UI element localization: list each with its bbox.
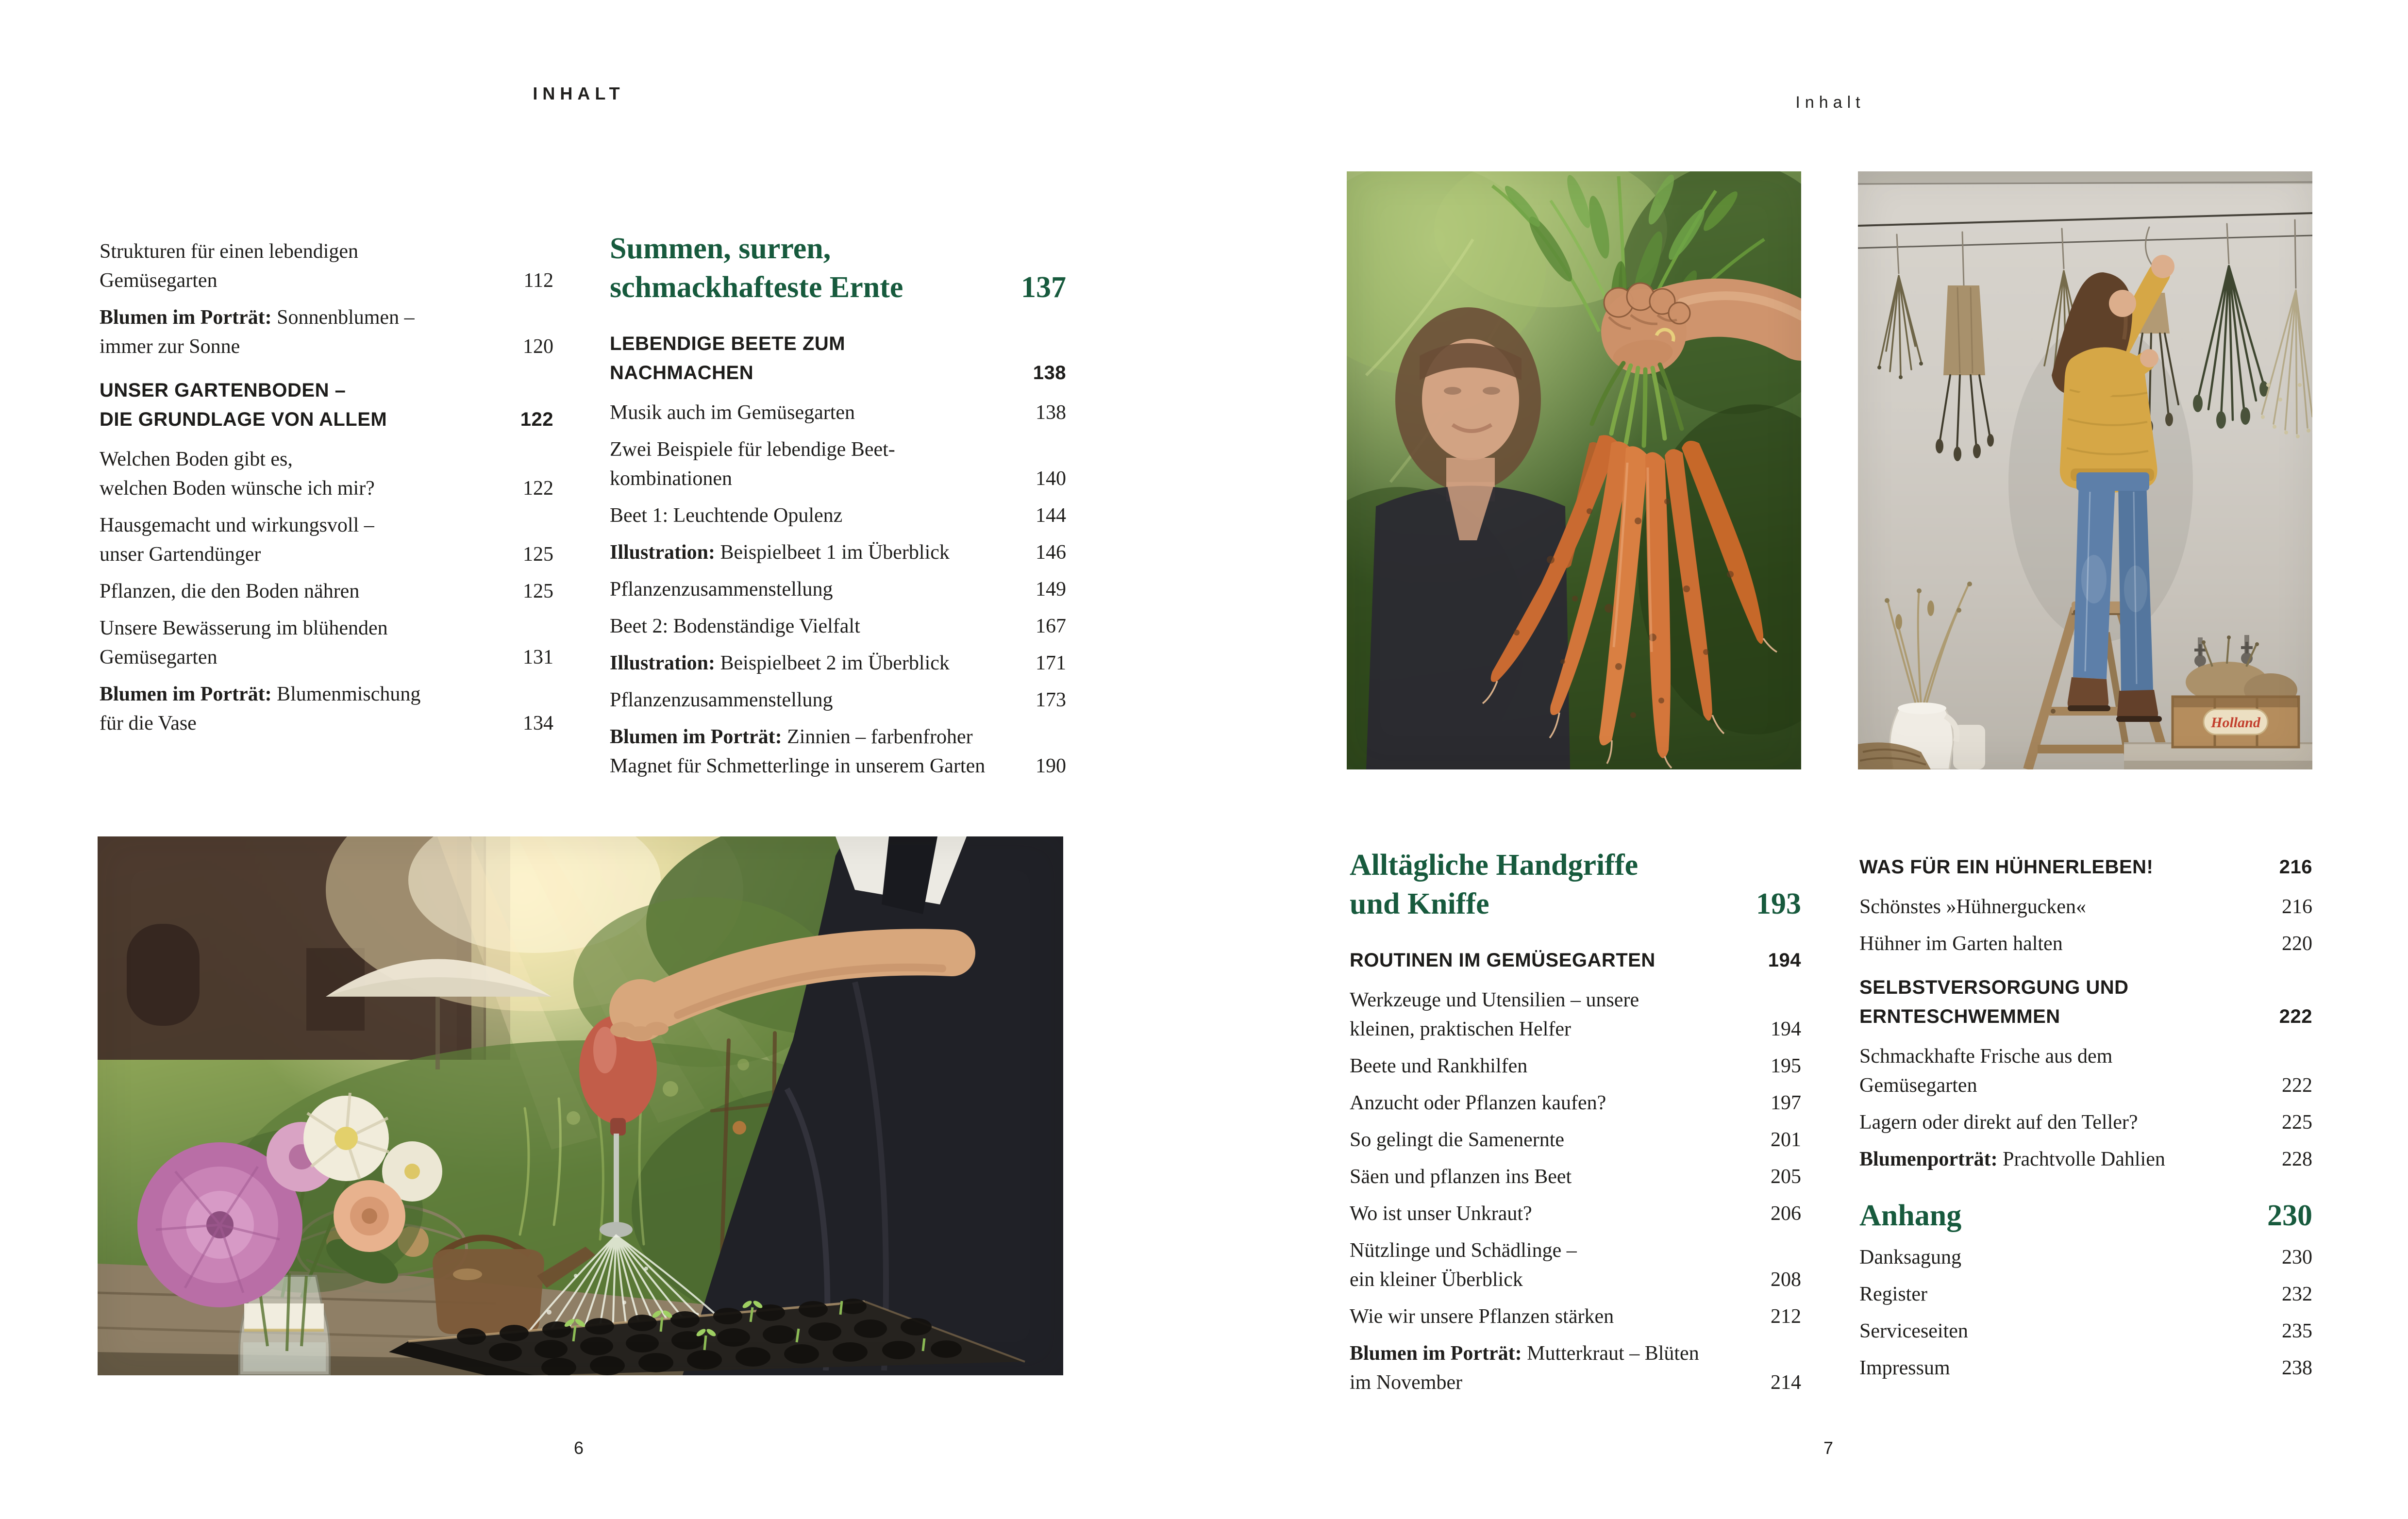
toc-line (610, 464, 1066, 493)
toc-page-number: 232 (2282, 1283, 2312, 1305)
toc-item (100, 376, 553, 434)
toc-entry-text: Anzucht oder Pflanzen kaufen? (1350, 1092, 1606, 1114)
toc-entry-text: Register (1859, 1283, 1927, 1305)
toc-entry-text: Beet 2: Bodenständige Vielfalt (610, 615, 860, 637)
toc-page-number: 194 (1771, 1018, 1801, 1040)
toc-entry-text: und Kniffe (1350, 887, 1489, 920)
toc-item (1350, 1199, 1801, 1228)
toc-entry-text: schmackhafteste Ernte (610, 271, 903, 304)
toc-line (1859, 929, 2312, 958)
toc-page-number: 216 (2279, 856, 2312, 878)
toc-line (610, 612, 1066, 641)
toc-item (1859, 892, 2312, 921)
toc-entry-text: Nützlinge und Schädlinge – (1350, 1239, 1577, 1262)
toc-item (100, 511, 553, 569)
toc-line (100, 643, 553, 672)
toc-item (1859, 1196, 2312, 1235)
toc-entry-text: Musik auch im Gemüsegarten (610, 401, 855, 424)
toc-line (1350, 1015, 1801, 1044)
toc-item (1350, 1052, 1801, 1081)
toc-line (1350, 1199, 1801, 1228)
toc-item (1350, 946, 1801, 975)
toc-line (1859, 1353, 2312, 1383)
toc-column-4 (1859, 852, 2312, 1383)
toc-line (1859, 1280, 2312, 1309)
toc-item (1350, 1339, 1801, 1397)
toc-item (1859, 929, 2312, 958)
toc-item (100, 445, 553, 503)
toc-line (1350, 1265, 1801, 1294)
toc-line (610, 575, 1066, 604)
crate-label-text: Holland (2211, 715, 2260, 731)
toc-item (100, 680, 553, 738)
toc-line (610, 329, 1066, 358)
toc-item (610, 501, 1066, 530)
toc-line (100, 405, 553, 434)
toc-page-number: 205 (1771, 1166, 1801, 1188)
toc-item (100, 614, 553, 672)
toc-entry-text: Unsere Bewässerung im blühenden (100, 617, 388, 639)
photo-hanging-dried-flowers (1858, 171, 2312, 769)
toc-line (1350, 1302, 1801, 1331)
toc-line (1350, 1052, 1801, 1081)
toc-page-number: 230 (2267, 1199, 2312, 1232)
toc-item (1859, 1353, 2312, 1383)
toc-line (1859, 1108, 2312, 1137)
toc-page-number: 190 (1036, 755, 1066, 777)
toc-line (610, 501, 1066, 530)
toc-line (1350, 985, 1801, 1015)
running-header-right: Inhalt (1795, 93, 1865, 112)
toc-page-number: 216 (2282, 896, 2312, 918)
toc-line (100, 332, 553, 361)
toc-item (1859, 973, 2312, 1031)
toc-entry-text: SELBSTVERSORGUNG UND (1859, 977, 2129, 998)
toc-page-number: 222 (2282, 1074, 2312, 1097)
blurred-woman (1366, 307, 1570, 769)
toc-entry-text: Illustration: Beispielbeet 1 im Überblick (610, 541, 950, 564)
toc-line (1859, 1002, 2312, 1031)
toc-entry-text: Lagern oder direkt auf den Teller? (1859, 1111, 2138, 1134)
toc-entry-text: Welchen Boden gibt es, (100, 448, 293, 470)
toc-item (100, 577, 553, 606)
toc-entry-text: kleinen, praktischen Helfer (1350, 1018, 1571, 1040)
toc-page-number: 122 (523, 477, 553, 500)
toc-line (1859, 973, 2312, 1002)
toc-line (1350, 946, 1801, 975)
toc-line (1859, 892, 2312, 921)
toc-entry-text: UNSER GARTENBODEN – (100, 380, 346, 401)
toc-page-number: 138 (1036, 401, 1066, 424)
toc-item (1859, 1042, 2312, 1100)
toc-line (610, 358, 1066, 387)
toc-entry-text: Anhang (1859, 1199, 1962, 1232)
toc-line (100, 540, 553, 569)
toc-page-number: 235 (2282, 1320, 2312, 1342)
toc-entry-text: Hühner im Garten halten (1859, 933, 2063, 955)
toc-line (100, 577, 553, 606)
toc-column-3 (1350, 846, 1801, 1397)
toc-page-number: 201 (1771, 1129, 1801, 1151)
toc-line (1350, 1339, 1801, 1368)
toc-item (1859, 1280, 2312, 1309)
toc-page-number: 171 (1036, 652, 1066, 674)
toc-entry-text: Pflanzen, die den Boden nähren (100, 580, 360, 602)
toc-page-number: 125 (523, 543, 553, 566)
toc-page-number: 206 (1771, 1202, 1801, 1225)
toc-entry-text: So gelingt die Samenernte (1350, 1129, 1565, 1151)
toc-entry-text: Hausgemacht und wirkungsvoll – (100, 514, 374, 536)
toc-item (610, 649, 1066, 678)
toc-page-number: 208 (1771, 1269, 1801, 1291)
toc-page-number: 214 (1771, 1371, 1801, 1394)
toc-page-number: 144 (1036, 504, 1066, 527)
toc-item (610, 575, 1066, 604)
toc-item (1350, 1162, 1801, 1191)
toc-line (1859, 1071, 2312, 1100)
toc-line (1859, 1317, 2312, 1346)
toc-item (610, 685, 1066, 715)
toc-page-number: 140 (1036, 467, 1066, 490)
toc-page-number: 125 (523, 580, 553, 602)
toc-entry-text: Gemüsegarten (1859, 1074, 1977, 1097)
toc-entry-text: Wo ist unser Unkraut? (1350, 1202, 1532, 1225)
toc-page-number: 120 (523, 335, 553, 358)
toc-line (100, 709, 553, 738)
toc-line (1350, 1162, 1801, 1191)
toc-item (100, 237, 553, 295)
toc-entry-text: kombinationen (610, 467, 732, 490)
carrot-scene (1347, 171, 1801, 769)
toc-item (610, 612, 1066, 641)
toc-item (1859, 1317, 2312, 1346)
toc-page-number: 167 (1036, 615, 1066, 637)
toc-entry-text: Beet 1: Leuchtende Opulenz (610, 504, 843, 527)
toc-entry-text: Magnet für Schmetterlinge in unserem Garten (610, 755, 986, 777)
toc-line (610, 435, 1066, 464)
toc-page-number: 137 (1021, 271, 1066, 304)
toc-line (1859, 852, 2312, 882)
toc-entry-text: Alltägliche Handgriffe (1350, 849, 1639, 882)
toc-line (100, 376, 553, 405)
toc-line (100, 303, 553, 332)
toc-item (610, 329, 1066, 387)
toc-entry-text: Summen, surren, (610, 232, 831, 265)
toc-page-number: 195 (1771, 1055, 1801, 1077)
toc-entry-text: Werkzeuge und Utensilien – unsere (1350, 989, 1639, 1011)
toc-page-number: 149 (1036, 578, 1066, 601)
toc-item (610, 722, 1066, 781)
toc-entry-text: NACHMACHEN (610, 362, 754, 384)
toc-line (100, 680, 553, 709)
toc-item (1350, 1302, 1801, 1331)
toc-page-number: 112 (523, 269, 553, 292)
toc-entry-text: Gemüsegarten (100, 269, 217, 292)
jug-with-dried-flowers (1885, 582, 1985, 769)
toc-column-2 (610, 229, 1066, 781)
toc-entry-text: Illustration: Beispielbeet 2 im Überblick (610, 652, 950, 674)
toc-entry-text: Pflanzenzusammenstellung (610, 578, 833, 601)
toc-entry-text: WAS FÜR EIN HÜHNERLEBEN! (1859, 856, 2154, 878)
toc-entry-text: Schönstes »Hühnergucken« (1859, 896, 2086, 918)
toc-item (610, 538, 1066, 567)
watering-scene (98, 836, 1063, 1375)
toc-entry-text: Blumen im Porträt: Blumenmischung (100, 683, 421, 705)
toc-line (1350, 1088, 1801, 1118)
toc-entry-text: Säen und pflanzen ins Beet (1350, 1166, 1572, 1188)
toc-entry-text: Zwei Beispiele für lebendige Beet- (610, 438, 895, 461)
toc-line (610, 538, 1066, 567)
toc-line (1350, 885, 1801, 923)
toc-item (610, 435, 1066, 493)
toc-page-number: 134 (523, 712, 553, 734)
toc-line (1859, 1145, 2312, 1174)
toc-line (100, 266, 553, 295)
toc-line (1859, 1243, 2312, 1272)
toc-line (1350, 1236, 1801, 1265)
toc-page-number: 194 (1768, 950, 1801, 971)
toc-line (610, 751, 1066, 781)
toc-page-number: 197 (1771, 1092, 1801, 1114)
toc-entry-text: Blumen im Porträt: Zinnien – farbenfroher (610, 726, 973, 748)
toc-page-number: 122 (520, 409, 553, 430)
toc-line (100, 614, 553, 643)
toc-page-number: 138 (1033, 362, 1066, 384)
toc-entry-text: Blumen im Porträt: Sonnenblumen – (100, 306, 415, 329)
toc-page-number: 228 (2282, 1148, 2312, 1170)
toc-entry-text: Strukturen für einen lebendigen (100, 240, 358, 263)
toc-line (1859, 1196, 2312, 1235)
toc-page-number: 238 (2282, 1357, 2312, 1379)
toc-item (610, 398, 1066, 427)
toc-entry-text: welchen Boden wünsche ich mir? (100, 477, 375, 500)
toc-page-number: 146 (1036, 541, 1066, 564)
toc-line (1859, 1042, 2312, 1071)
toc-entry-text: Gemüsegarten (100, 646, 217, 668)
toc-page-number: 222 (2279, 1006, 2312, 1027)
toc-page-number: 225 (2282, 1111, 2312, 1134)
toc-item (1350, 985, 1801, 1044)
toc-item (1859, 852, 2312, 882)
page-number-right: 7 (1823, 1438, 1834, 1458)
toc-item (1350, 1088, 1801, 1118)
toc-item (610, 229, 1066, 307)
toc-entry-text: Serviceseiten (1859, 1320, 1968, 1342)
toc-page-number: 173 (1036, 689, 1066, 711)
toc-entry-text: Danksagung (1859, 1246, 1961, 1269)
toc-page-number: 220 (2282, 933, 2312, 955)
toc-page-number: 212 (1771, 1305, 1801, 1328)
toc-line (610, 268, 1066, 307)
running-header-left: INHALT (533, 83, 625, 103)
toc-entry-text: unser Gartendünger (100, 543, 261, 566)
toc-page-number: 230 (2282, 1246, 2312, 1269)
toc-entry-text: Wie wir unsere Pflanzen stärken (1350, 1305, 1614, 1328)
toc-line (100, 511, 553, 540)
toc-line (610, 398, 1066, 427)
toc-item (1859, 1145, 2312, 1174)
toc-entry-text: ROUTINEN IM GEMÜSEGARTEN (1350, 950, 1656, 971)
toc-entry-text: immer zur Sonne (100, 335, 240, 358)
toc-item (1859, 1108, 2312, 1137)
toc-line (610, 685, 1066, 715)
drying-scene (1858, 171, 2312, 769)
toc-line (1350, 846, 1801, 885)
toc-line (100, 474, 553, 503)
photo-watering-seedlings (98, 836, 1063, 1375)
toc-entry-text: DIE GRUNDLAGE VON ALLEM (100, 409, 387, 430)
toc-line (100, 237, 553, 266)
toc-entry-text: Beete und Rankhilfen (1350, 1055, 1528, 1077)
toc-item (1350, 846, 1801, 923)
toc-line (610, 649, 1066, 678)
toc-entry-text: Pflanzenzusammenstellung (610, 689, 833, 711)
toc-entry-text: ein kleiner Überblick (1350, 1269, 1523, 1291)
toc-item (1859, 1243, 2312, 1272)
toc-entry-text: ERNTESCHWEMMEN (1859, 1006, 2060, 1027)
toc-entry-text: Blumen im Porträt: Mutterkraut – Blüten (1350, 1342, 1699, 1365)
toc-entry-text: Blumenporträt: Prachtvolle Dahlien (1859, 1148, 2165, 1170)
toc-line (100, 445, 553, 474)
toc-item (1350, 1125, 1801, 1154)
toc-item (100, 303, 553, 361)
toc-line (1350, 1125, 1801, 1154)
toc-page-number: 131 (523, 646, 553, 668)
toc-item (1350, 1236, 1801, 1294)
toc-line (610, 229, 1066, 268)
toc-page-number: 193 (1756, 887, 1801, 920)
toc-entry-text: für die Vase (100, 712, 197, 734)
toc-entry-text: Schmackhafte Frische aus dem (1859, 1045, 2113, 1068)
photo-carrot-harvest (1347, 171, 1801, 769)
toc-line (1350, 1368, 1801, 1397)
toc-line (610, 722, 1066, 751)
page-number-left: 6 (573, 1438, 584, 1458)
toc-entry-text: Impressum (1859, 1357, 1950, 1379)
toc-entry-text: im November (1350, 1371, 1463, 1394)
toc-column-1 (100, 237, 553, 738)
toc-entry-text: LEBENDIGE BEETE ZUM (610, 333, 846, 354)
